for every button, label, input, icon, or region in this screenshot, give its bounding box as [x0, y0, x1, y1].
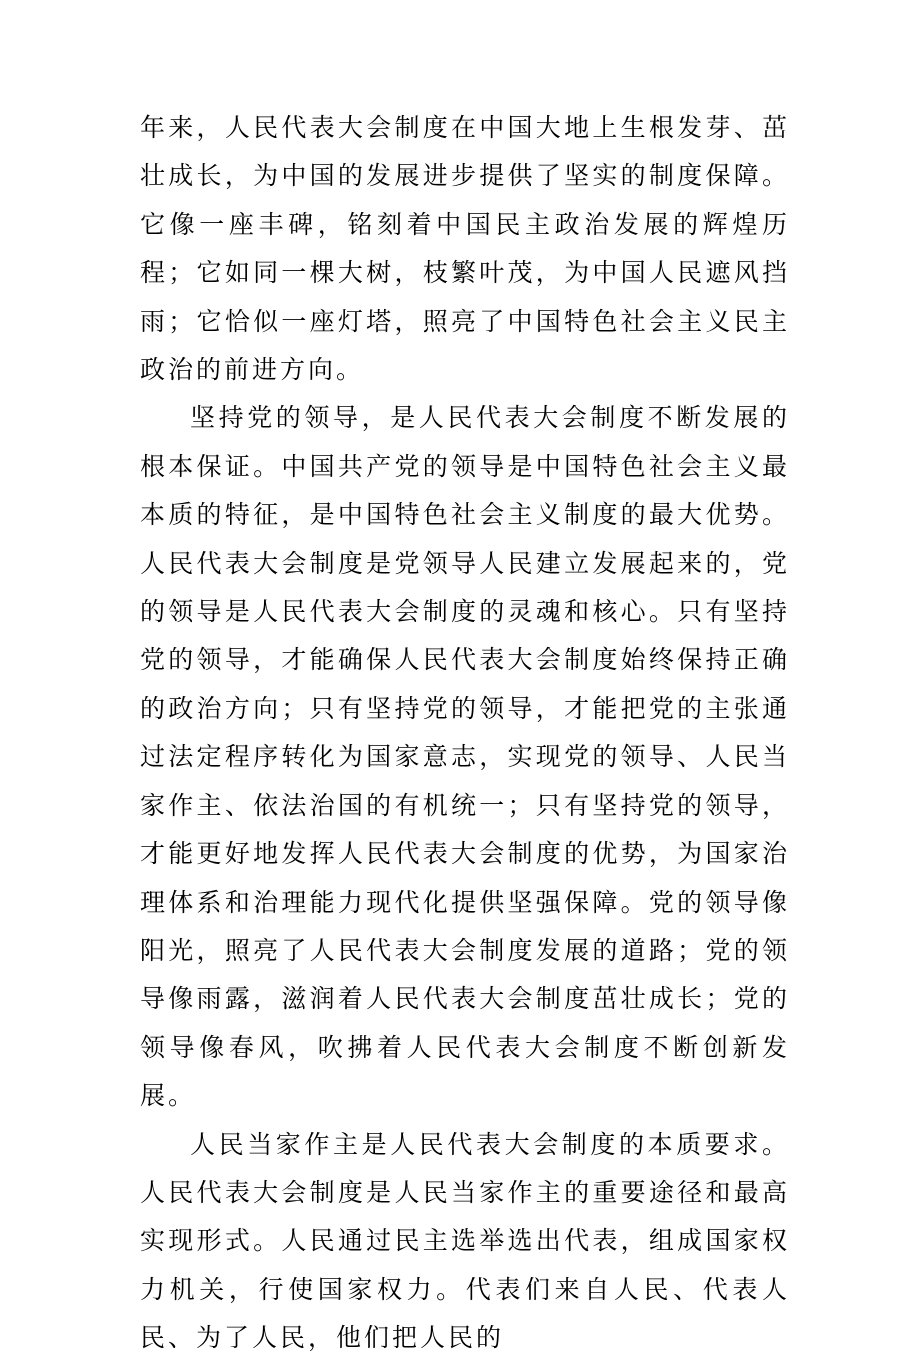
paragraph-continuation: 年来，人民代表大会制度在中国大地上生根发芽、茁壮成长，为中国的发展进步提供了坚实的制度保障。它像一座丰碑，铭刻着中国民主政治发展的辉煌历程；它如同一棵大树，枝繁叶茂，为中国人民遮风挡雨；它恰似一座灯塔，照亮了中国特色社会主义民主政治的前进方向。 [140, 113, 790, 385]
paragraph-party-leadership: 坚持党的领导，是人民代表大会制度不断发展的根本保证。中国共产党的领导是中国特色社会主义最本质的特征，是中国特色社会主义制度的最大优势。人民代表大会制度是党领导人民建立发展起来的，党的领导是人民代表大会制度的灵魂和核心。只有坚持党的领导，才能确保人民代表大会制度始终保持正确的政治方向；只有坚持党的领导，才能把党的主张通过法定程序转化为国家意志，实现党的领导、人民当家作主、依法治国的有机统一；只有坚持党的领导，才能更好地发挥人民代表大会制度的优势，为国家治理体系和治理能力现代化提供坚强保障。党的领导像阳光，照亮了人民代表大会制度发展的道路；党的领导像雨露，滋润着人民代表大会制度茁壮成长；党的领导像春风，吹拂着人民代表大会制度不断创新发展。 [140, 403, 790, 1111]
document-body [140, 104, 790, 1363]
paragraph-people-as-masters: 人民当家作主是人民代表大会制度的本质要求。人民代表大会制度是人民当家作主的重要途径和最高实现形式。人民通过民主选举选出代表，组成国家权力机关，行使国家权力。代表们来自人民、代表人民、为了人民，他们把人民的 [140, 1129, 790, 1353]
